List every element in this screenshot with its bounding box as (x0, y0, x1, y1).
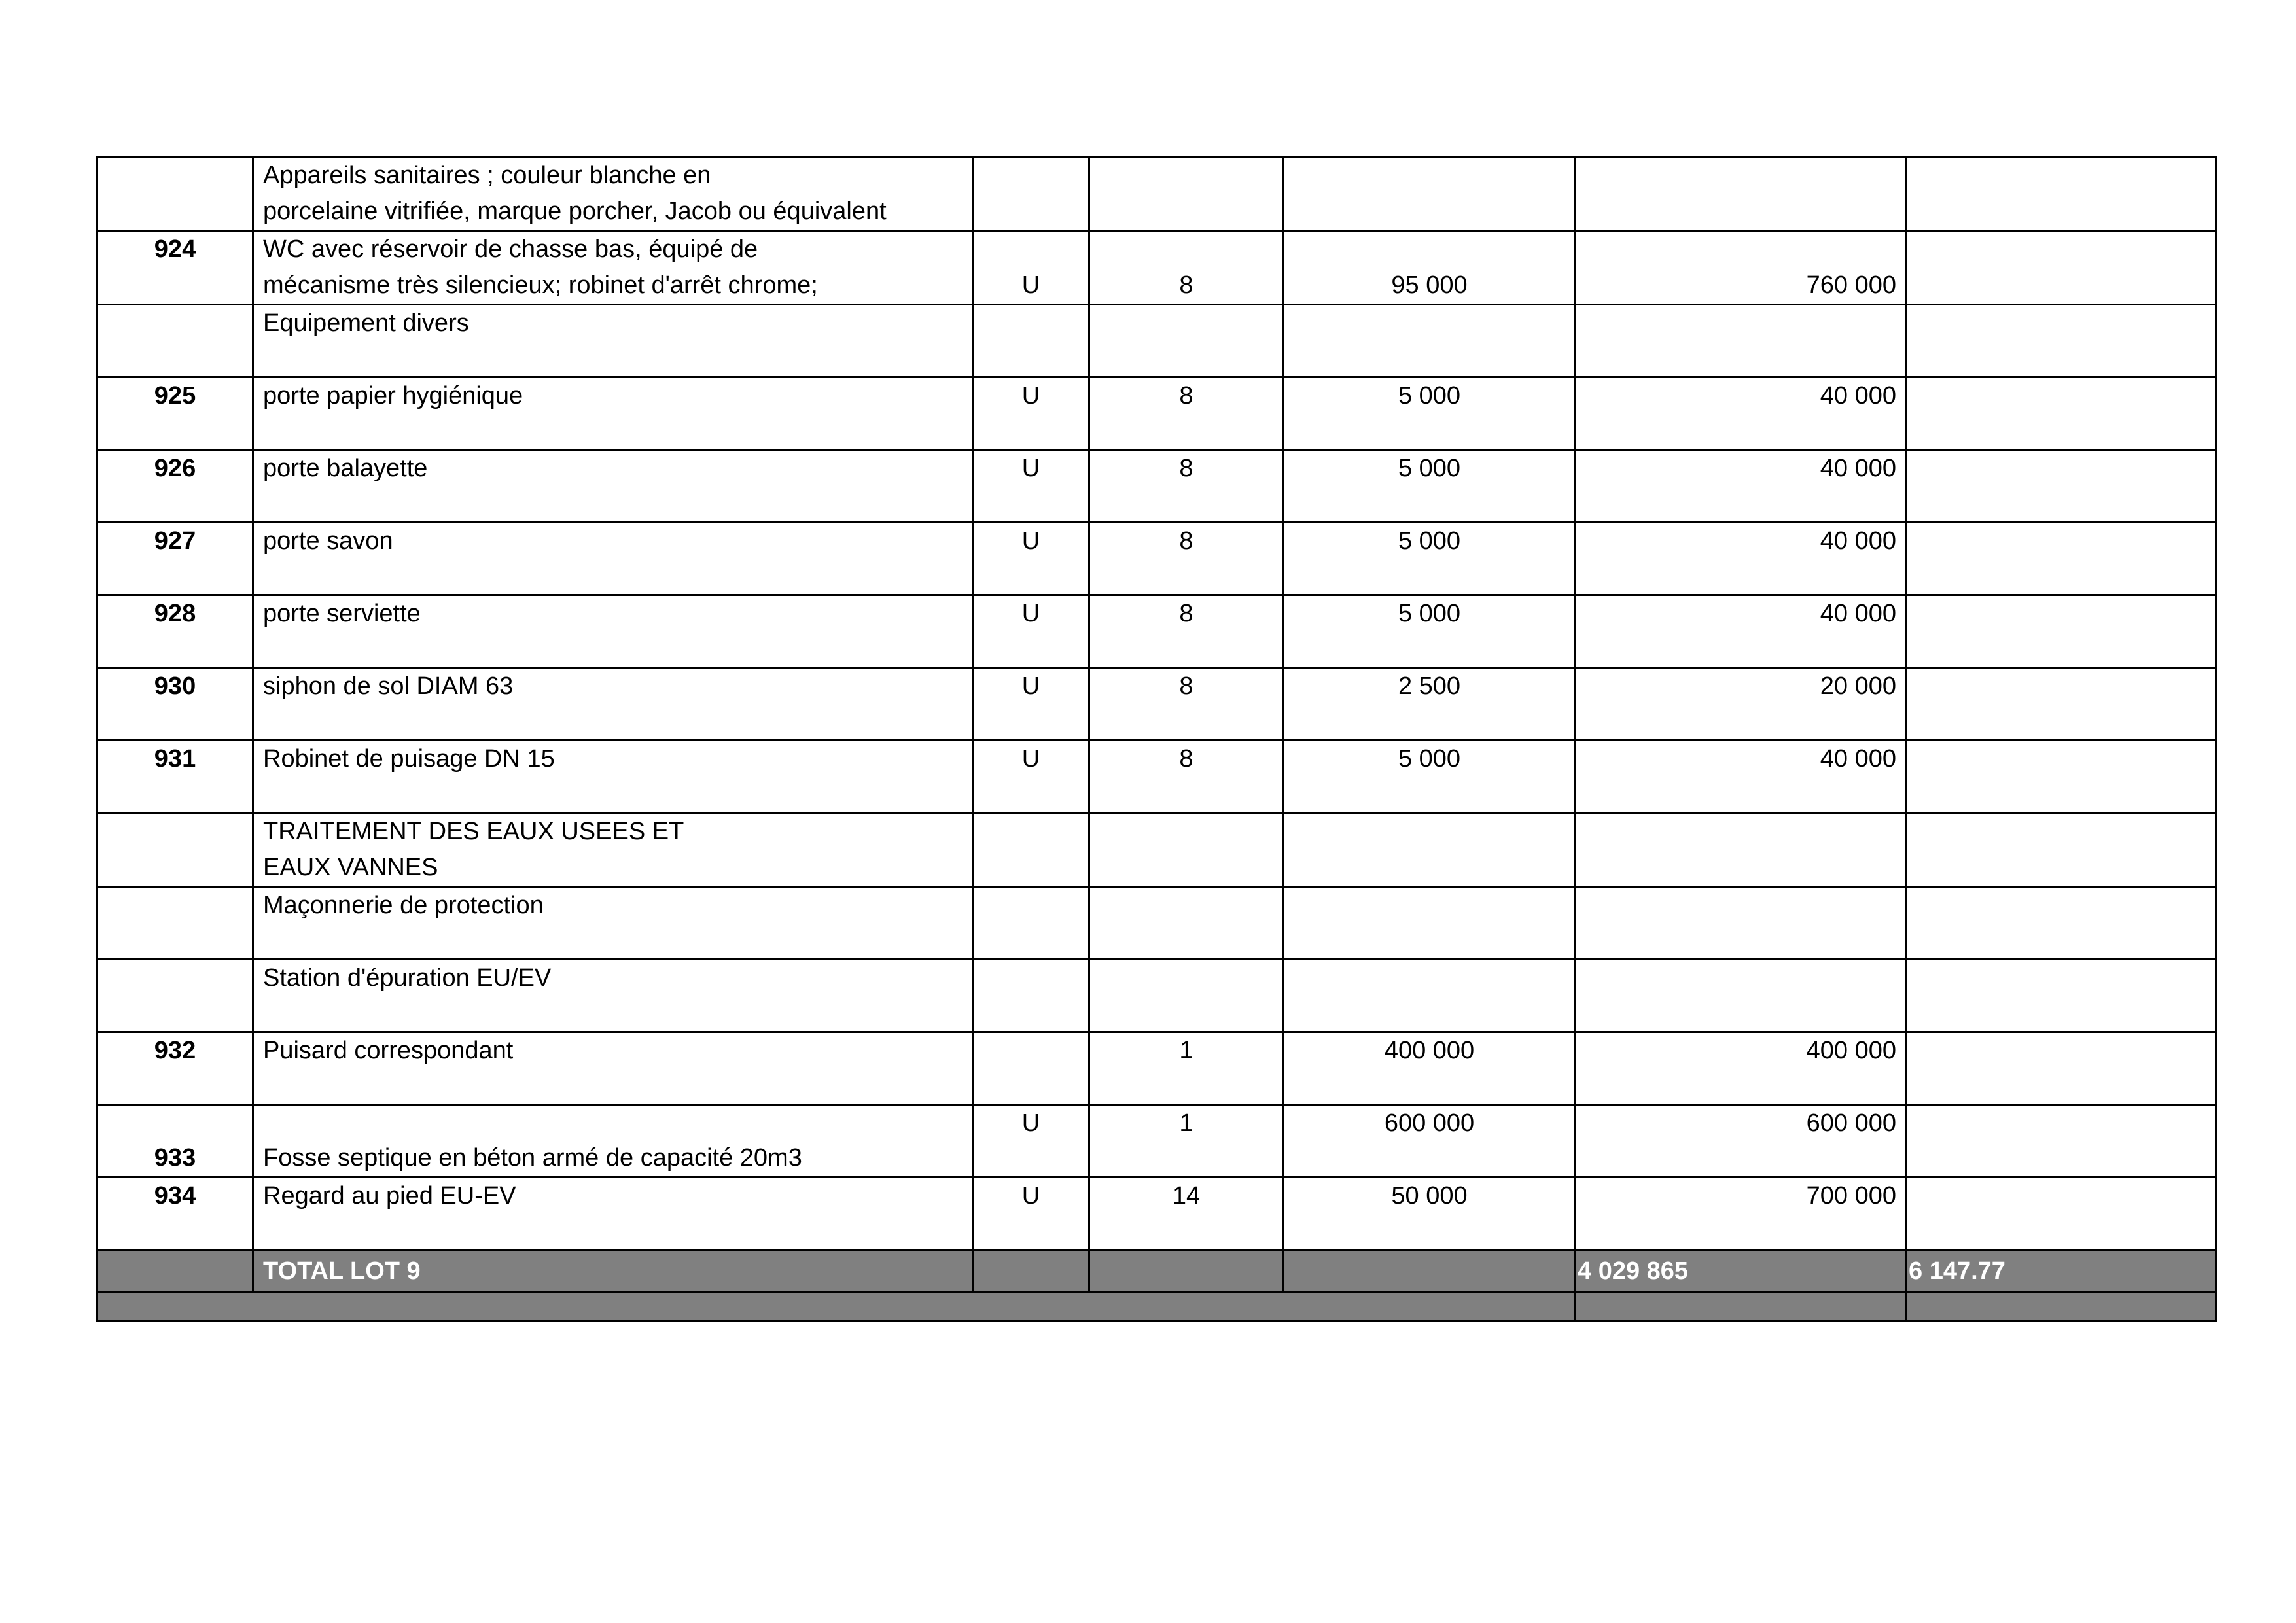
description-line: mécanisme très silencieux; robinet d'arrêt chrome; (263, 271, 818, 299)
item-unit (973, 305, 1089, 377)
item-amount: 40 000 (1576, 377, 1907, 450)
item-description (253, 595, 973, 668)
description-line: porte balayette (263, 455, 428, 482)
item-extra (1907, 813, 2216, 887)
description-line: porte serviette (263, 600, 421, 627)
item-amount (1576, 887, 1907, 960)
item-amount: 20 000 (1576, 668, 1907, 741)
table-row (97, 1032, 2216, 1105)
item-description (253, 813, 973, 887)
item-description (253, 1178, 973, 1250)
item-number: 924 (97, 231, 253, 305)
table-row (97, 231, 2216, 305)
item-extra (1907, 741, 2216, 813)
item-number: 927 (97, 523, 253, 595)
table-row (97, 668, 2216, 741)
table-row (97, 887, 2216, 960)
description-line: Puisard correspondant (263, 1037, 514, 1064)
item-extra (1907, 305, 2216, 377)
description-line: Fosse septique en béton armé de capacité 20m3 (263, 1144, 802, 1172)
item-amount: 40 000 (1576, 595, 1907, 668)
item-quantity: 8 (1089, 377, 1284, 450)
item-unit-price (1284, 813, 1576, 887)
item-extra (1907, 1178, 2216, 1250)
item-amount: 760 000 (1576, 231, 1907, 305)
item-number (97, 305, 253, 377)
item-unit: U (973, 523, 1089, 595)
item-amount: 40 000 (1576, 523, 1907, 595)
item-description (253, 1105, 973, 1178)
item-extra (1907, 595, 2216, 668)
description-line: siphon de sol DIAM 63 (263, 672, 514, 700)
item-unit: U (973, 668, 1089, 741)
description-line: EAUX VANNES (263, 854, 438, 881)
item-unit-price (1284, 960, 1576, 1032)
item-unit: U (973, 595, 1089, 668)
item-extra (1907, 377, 2216, 450)
item-description (253, 1032, 973, 1105)
item-description (253, 305, 973, 377)
item-description (253, 668, 973, 741)
item-unit-price: 50 000 (1284, 1178, 1576, 1250)
item-unit (973, 960, 1089, 1032)
item-amount: 40 000 (1576, 450, 1907, 523)
item-unit: U (973, 1105, 1089, 1178)
item-amount: 700 000 (1576, 1178, 1907, 1250)
description-line: WC avec réservoir de chasse bas, équipé de (263, 236, 758, 263)
item-number: 932 (97, 1032, 253, 1105)
description-line: porte savon (263, 527, 393, 555)
table-row (97, 595, 2216, 668)
item-unit-price: 95 000 (1284, 231, 1576, 305)
total-row (97, 1250, 2216, 1293)
item-amount (1576, 960, 1907, 1032)
table-row (97, 1105, 2216, 1178)
description-line: TRAITEMENT DES EAUX USEES ET (263, 818, 684, 845)
item-extra (1907, 231, 2216, 305)
item-number (97, 960, 253, 1032)
item-description (253, 523, 973, 595)
item-quantity: 14 (1089, 1178, 1284, 1250)
item-description (253, 157, 973, 231)
item-unit: U (973, 741, 1089, 813)
item-quantity (1089, 887, 1284, 960)
item-number: 934 (97, 1178, 253, 1250)
item-amount: 400 000 (1576, 1032, 1907, 1105)
total-amount-eur: 6 147.77 (1907, 1250, 2216, 1293)
item-unit (973, 813, 1089, 887)
item-number (97, 157, 253, 231)
table-row (97, 450, 2216, 523)
description-line: Station d'épuration EU/EV (263, 964, 552, 992)
item-unit-price: 5 000 (1284, 523, 1576, 595)
item-quantity: 8 (1089, 450, 1284, 523)
total-amount: 4 029 865 (1576, 1250, 1907, 1293)
item-quantity: 1 (1089, 1105, 1284, 1178)
item-description (253, 741, 973, 813)
item-unit: U (973, 1178, 1089, 1250)
item-number (97, 813, 253, 887)
item-unit-price: 5 000 (1284, 377, 1576, 450)
item-quantity: 8 (1089, 231, 1284, 305)
item-amount (1576, 157, 1907, 231)
description-line: Equipement divers (263, 309, 469, 337)
item-extra (1907, 1032, 2216, 1105)
item-description (253, 887, 973, 960)
item-unit: U (973, 450, 1089, 523)
description-line: Regard au pied EU-EV (263, 1182, 516, 1210)
item-number (97, 887, 253, 960)
item-extra (1907, 157, 2216, 231)
item-extra (1907, 523, 2216, 595)
item-number: 926 (97, 450, 253, 523)
description-line: porte papier hygiénique (263, 382, 523, 410)
item-description (253, 450, 973, 523)
quote-table (96, 156, 2217, 1322)
item-extra (1907, 668, 2216, 741)
table-row (97, 157, 2216, 231)
table-row (97, 741, 2216, 813)
table-row (97, 960, 2216, 1032)
item-description (253, 960, 973, 1032)
item-unit (973, 157, 1089, 231)
item-unit (973, 1032, 1089, 1105)
item-unit-price (1284, 305, 1576, 377)
item-quantity: 8 (1089, 668, 1284, 741)
item-number: 933 (97, 1105, 253, 1178)
description-line: Robinet de puisage DN 15 (263, 745, 555, 773)
item-unit-price (1284, 157, 1576, 231)
item-amount (1576, 305, 1907, 377)
item-unit-price: 5 000 (1284, 595, 1576, 668)
item-number: 931 (97, 741, 253, 813)
item-extra (1907, 450, 2216, 523)
description-line: Maçonnerie de protection (263, 892, 544, 919)
item-unit-price: 5 000 (1284, 450, 1576, 523)
item-number: 925 (97, 377, 253, 450)
item-unit-price: 2 500 (1284, 668, 1576, 741)
footer-row (97, 1293, 2216, 1321)
table-row (97, 523, 2216, 595)
item-quantity: 8 (1089, 523, 1284, 595)
item-unit: U (973, 377, 1089, 450)
description-line: Appareils sanitaires ; couleur blanche en (263, 162, 711, 189)
item-quantity (1089, 960, 1284, 1032)
item-quantity: 1 (1089, 1032, 1284, 1105)
item-description (253, 231, 973, 305)
item-extra (1907, 1105, 2216, 1178)
item-amount: 600 000 (1576, 1105, 1907, 1178)
item-number: 928 (97, 595, 253, 668)
table-row (97, 377, 2216, 450)
item-unit-price: 600 000 (1284, 1105, 1576, 1178)
item-quantity (1089, 157, 1284, 231)
item-amount (1576, 813, 1907, 887)
item-extra (1907, 960, 2216, 1032)
table-row (97, 305, 2216, 377)
item-description (253, 377, 973, 450)
item-quantity: 8 (1089, 595, 1284, 668)
table-row (97, 1178, 2216, 1250)
item-quantity (1089, 813, 1284, 887)
total-label: TOTAL LOT 9 (253, 1250, 973, 1293)
item-extra (1907, 887, 2216, 960)
item-unit-price (1284, 887, 1576, 960)
item-quantity: 8 (1089, 741, 1284, 813)
table-body (97, 157, 2216, 1250)
item-quantity (1089, 305, 1284, 377)
table-row (97, 813, 2216, 887)
item-unit: U (973, 231, 1089, 305)
item-unit-price: 5 000 (1284, 741, 1576, 813)
item-unit (973, 887, 1089, 960)
item-amount: 40 000 (1576, 741, 1907, 813)
item-number: 930 (97, 668, 253, 741)
item-unit-price: 400 000 (1284, 1032, 1576, 1105)
description-line: porcelaine vitrifiée, marque porcher, Jacob ou équivalent (263, 198, 887, 225)
